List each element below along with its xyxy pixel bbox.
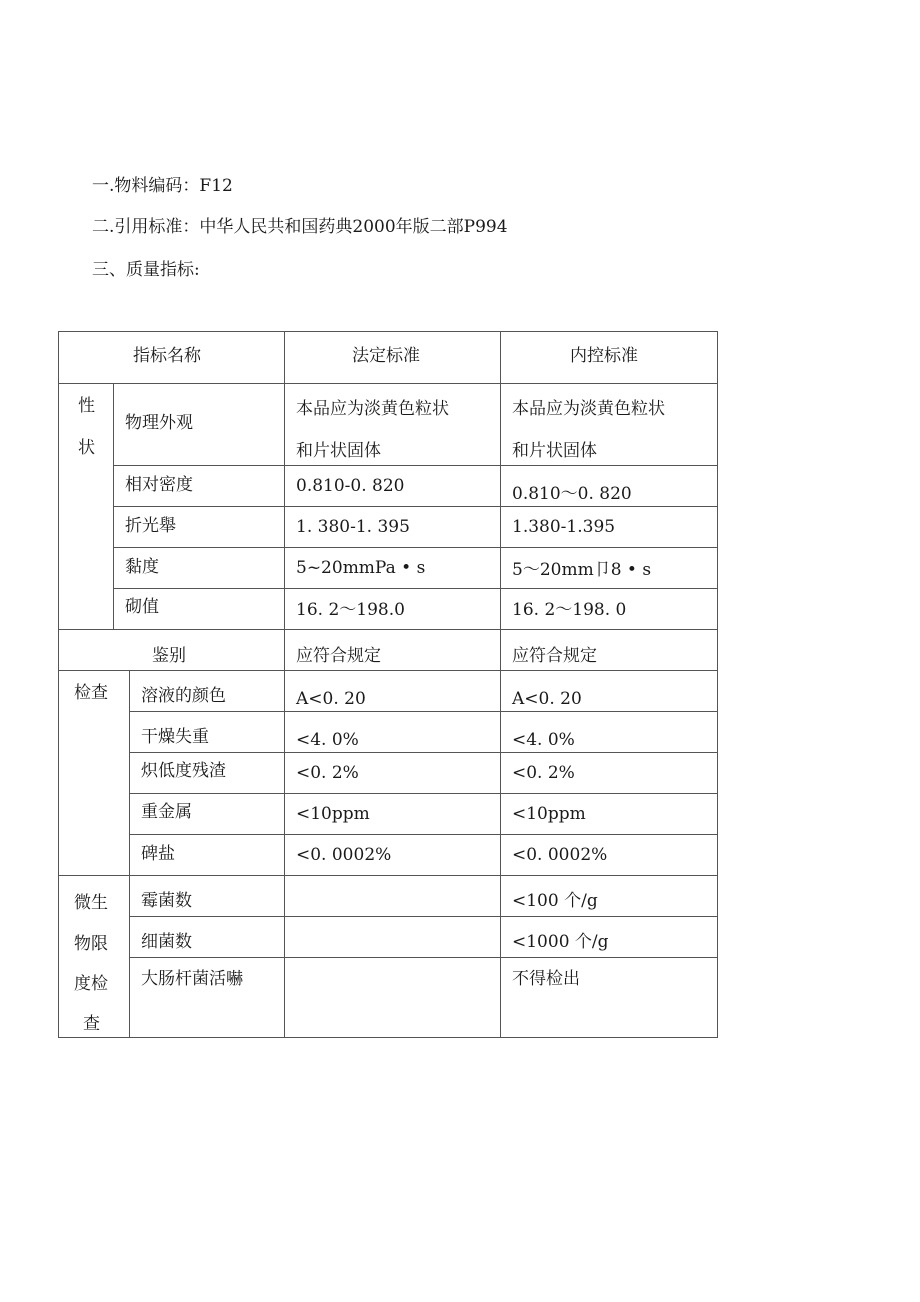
row-internal: 不得检出: [512, 969, 580, 989]
row-legal: 5~20mmPa • s: [296, 558, 426, 578]
quality-index-heading: 三、质量指标:: [92, 260, 200, 280]
header-name: 指标名称: [133, 346, 201, 366]
row-name: 霉菌数: [141, 891, 192, 911]
row-name: 细菌数: [141, 932, 192, 952]
row-internal: 0.810～0. 820: [512, 484, 632, 504]
group-micro-2: 物限: [74, 934, 108, 954]
row-name: 炽低度残渣: [141, 761, 226, 781]
row-internal: <0. 2%: [512, 763, 575, 783]
header-legal: 法定标准: [352, 346, 420, 366]
row-legal: <0. 2%: [296, 763, 359, 783]
row-name: 物理外观: [125, 413, 193, 433]
group-micro-3: 度检: [74, 974, 108, 994]
group-character-1: 性: [78, 396, 95, 416]
group-micro-4: 查: [83, 1014, 100, 1034]
row-legal: <10ppm: [296, 804, 370, 824]
row-internal: 1.380-1.395: [512, 517, 616, 537]
row-internal: 16. 2～198. 0: [512, 600, 627, 620]
header-internal: 内控标准: [570, 346, 638, 366]
row-name: 溶液的颜色: [141, 686, 226, 706]
row-internal: <10ppm: [512, 804, 586, 824]
material-code-line: 一.物料编码：F12: [92, 176, 233, 196]
reference-standard-line: 二.引用标准：中华人民共和国药典2000年版二部P994: [92, 217, 508, 237]
row-internal: <0. 0002%: [512, 845, 608, 865]
row-internal: 5～20mm卩8 • s: [512, 560, 652, 580]
row-legal: 和片状固体: [296, 441, 381, 461]
row-internal: <100 个/g: [512, 891, 598, 911]
row-name: 黏度: [125, 557, 159, 577]
row-name: 相对密度: [125, 475, 193, 495]
row-legal: 本品应为淡黄色粒状: [296, 399, 449, 419]
row-legal: A<0. 20: [296, 689, 366, 709]
row-name: 碑盐: [141, 844, 175, 864]
group-micro-1: 微生: [74, 893, 108, 913]
row-name: 大肠杆菌活嚇: [141, 969, 243, 989]
row-legal: 1. 380-1. 395: [296, 517, 410, 537]
group-character-2: 状: [78, 438, 95, 458]
row-internal: 应符合规定: [512, 646, 597, 666]
row-internal: <1000 个/g: [512, 932, 609, 952]
row-legal: <4. 0%: [296, 730, 359, 750]
row-legal: 0.810-0. 820: [296, 476, 405, 496]
row-name: 折光舉: [125, 516, 176, 536]
row-internal: A<0. 20: [512, 689, 582, 709]
row-legal: 16. 2～198.0: [296, 600, 405, 620]
row-internal: <4. 0%: [512, 730, 575, 750]
row-legal: <0. 0002%: [296, 845, 392, 865]
row-internal: 和片状固体: [512, 441, 597, 461]
group-inspection: 检查: [74, 683, 108, 703]
row-legal: 应符合规定: [296, 646, 381, 666]
row-name: 重金属: [141, 802, 192, 822]
group-identification: 鉴别: [152, 646, 186, 666]
row-internal: 本品应为淡黄色粒状: [512, 399, 665, 419]
row-name: 砌值: [125, 597, 159, 617]
row-name: 干燥失重: [141, 727, 209, 747]
